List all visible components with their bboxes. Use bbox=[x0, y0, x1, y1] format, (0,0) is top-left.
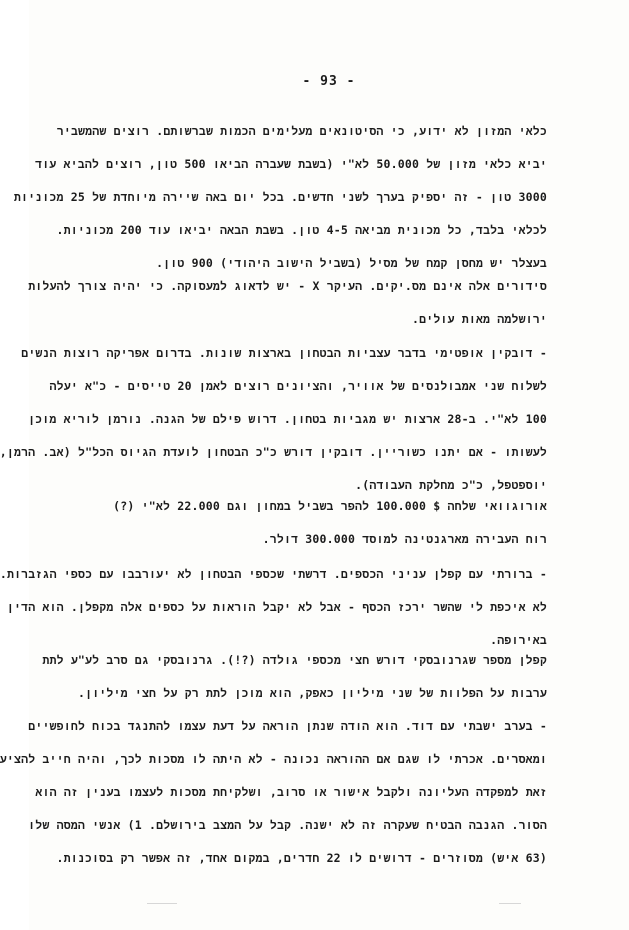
paragraph-food-supply bbox=[13, 115, 547, 280]
scan-smudge bbox=[147, 903, 177, 904]
text-line: 3000 טון - זה יספיק בערך לשני חדשים. בכל יום באה שיירה מיוחדת של 25 מכוניות bbox=[13, 190, 547, 204]
paragraph-uruguay-argentina bbox=[109, 490, 547, 556]
text-line: זאת למפקדה העליונה ולקבל אישור או סרוב, ושלקיחת מסכות לעצמו בענין זה הוא bbox=[35, 785, 547, 799]
text-line: אורוגוואי שלחה $ 100.000 להפר בשביל במחון וגם 22.000 לא"י (?) bbox=[113, 499, 547, 513]
text-line: כלאי המזון לא ידוע, כי הסיטונאים מעלימים הכמות שברשותם. רוצים שהמשביר bbox=[56, 124, 547, 138]
paragraph-employment bbox=[28, 270, 547, 336]
text-line: קפלן מספר שגרנובסקי דורש חצי מכספי גולדה (?!). גרנובסקי גם סרב לע"ע לתת bbox=[42, 653, 547, 667]
text-line: ומאסרים. אכרתי לו שגם אם ההוראה נכונה - לא היתה לו מסכות לכך, והיה חייב להציע bbox=[0, 752, 547, 766]
text-line: (63 איש) מסוזרים - דרושים לו 22 חדרים, במקום אחד, זה אפשר רק בסוכנות. bbox=[56, 851, 547, 865]
text-line: 100 לא"י. ב-28 ארצות יש מגביות בטחון. דרוש פילם של הגנה. נורמן לוריא מוכן bbox=[28, 412, 547, 426]
text-line: הסור. הגנבה הבטיח שעקרה זה לא ישנה. קבל על המצב בירושלם. 1) אנשי המסה שלו bbox=[28, 818, 547, 832]
text-line: לא איכפת לי שהשר ירכז הכסף - אבל לא יקבל הוראות על כספים אלה מקפלן. הוא הדין bbox=[6, 600, 547, 614]
text-line: יוספטפל, כ"כ מחלקת העבודה). bbox=[355, 478, 547, 492]
paragraph-granovsky bbox=[42, 644, 547, 710]
page-number: - 93 - bbox=[302, 74, 356, 89]
text-line: בעצלר יש מחסן קמח של מסיל (בשביל הישוב היהודי) 900 טון. bbox=[156, 256, 547, 270]
text-line: - דובקין אופטימי בדבר עצביות הבטחון בארצות שונות. בדרום אפריקה רוצות הנשים bbox=[21, 346, 547, 360]
text-line: רוח העבירה מארגנטינה למוסד 300.000 דולר. bbox=[262, 532, 547, 546]
text-line: ירושלמה מאות עולים. bbox=[412, 312, 547, 326]
text-line: ערבות על הפלוות של שני מיליון כאפק, הוא מוכן לתת רק על חצי מיליון. bbox=[77, 686, 547, 700]
paragraph-evening-with-david bbox=[0, 710, 547, 875]
text-line: - בערב ישבתי עם דוד. הוא הודה שנתן הוראה על דעת עצמו להתנגד בכוח לחופשיים bbox=[28, 719, 547, 733]
scan-smudge bbox=[499, 903, 521, 904]
paragraph-kaplan-funds bbox=[0, 558, 547, 657]
text-line: לעשותו - אם יתנו כשוריין. דובקין דורש כ"כ הבטחון לועדת הגיוס הכל"ל (אב. הרמן, bbox=[0, 445, 547, 459]
text-line: באירופה. bbox=[490, 633, 547, 647]
text-line: לכלאי בלבד, כל מכונית מביאה 4-5 טון. בשבת הבאה יביאו עוד 200 מכוניות. bbox=[56, 223, 547, 237]
paragraph-dobkin-security-drives bbox=[0, 337, 547, 502]
text-line: יביא כלאי מזון של 50.000 לא"י (בשבת שעברה הביאו 500 טון, רוצים להביא עוד bbox=[35, 157, 547, 171]
text-line: סידורים אלה אינם מס.יקים. העיקר X - יש לדאוג למעסוקה. כי יהיה צורך להעלות bbox=[28, 279, 547, 293]
text-line: לשלוח שני אמבולנסים של אוויר, והציונים רוצים לאמן 20 טייסים - כ"א יעלה bbox=[49, 379, 547, 393]
text-line: - ברורתי עם קפלן עניני הכספים. דרשתי שכספי הבטחון לא יעורבבו עם כספי הגזברות. bbox=[0, 567, 547, 581]
